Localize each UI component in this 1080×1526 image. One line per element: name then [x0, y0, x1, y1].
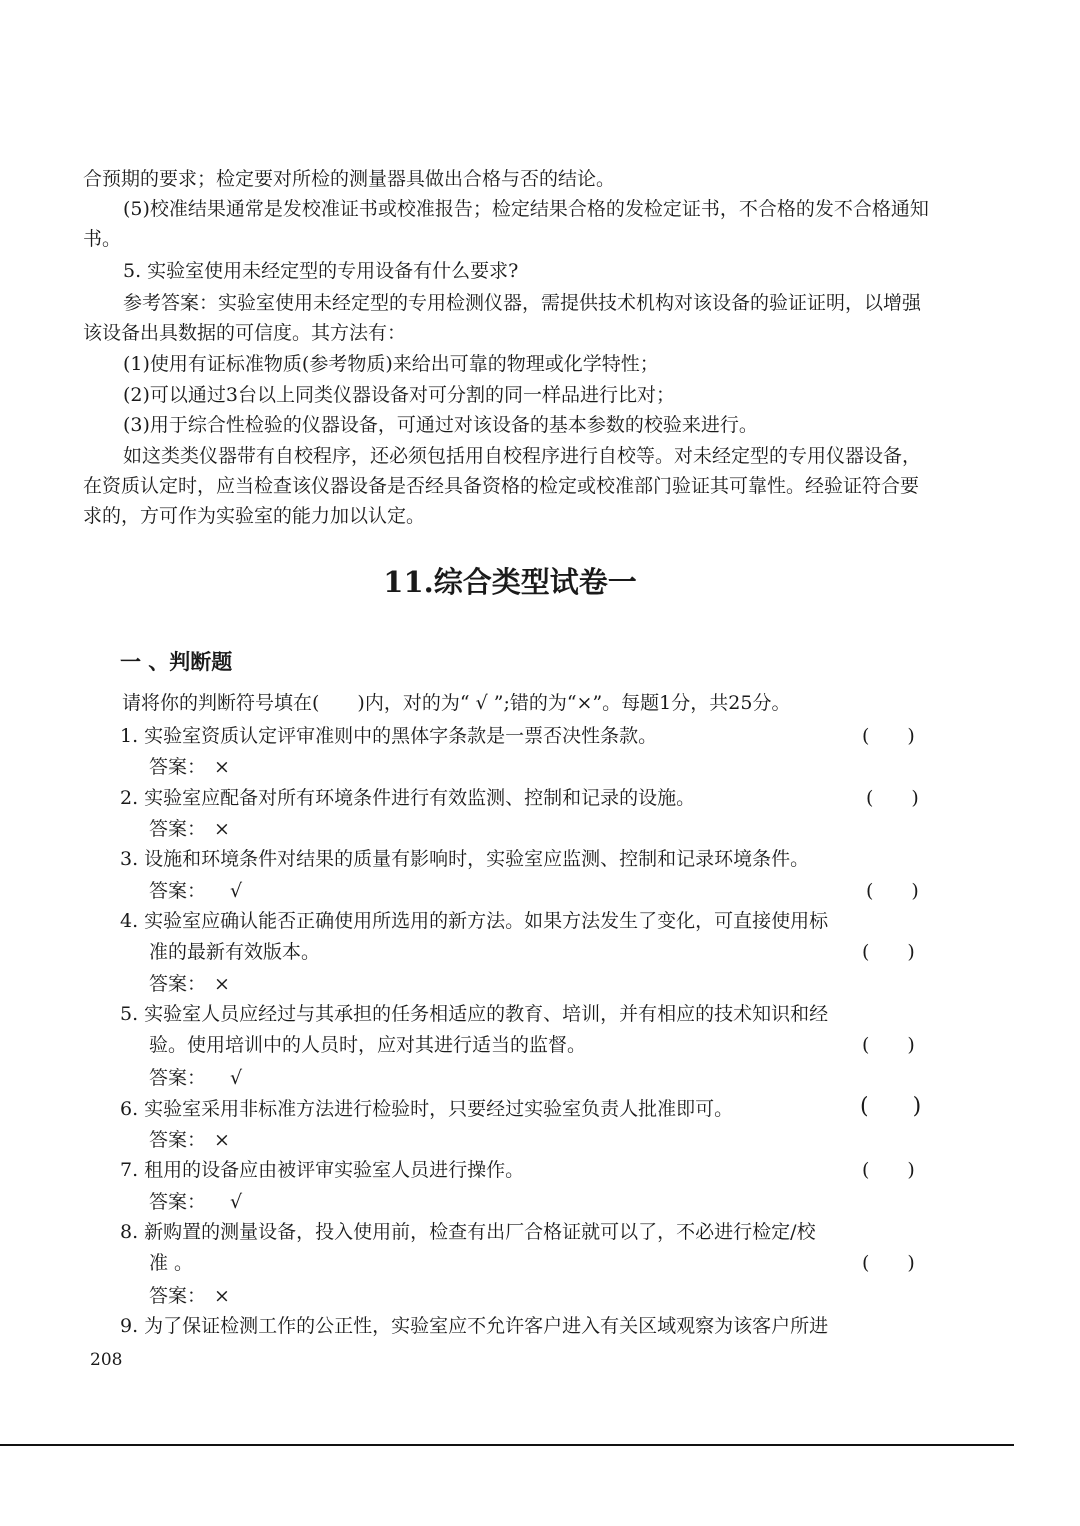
answer-blank-6: ( ) [860, 1094, 922, 1119]
paragraph-continuation: 合预期的要求；检定要对所检的测量器具做出合格与否的结论。 [83, 168, 616, 190]
page-number: 208 [90, 1350, 123, 1370]
answer-1: 答案： × [149, 756, 230, 778]
answer-blank-1: ( ) [862, 725, 915, 747]
question-3: 3. 设施和环境条件对结果的质量有影响时，实验室应监测、控制和记录环境条件。 [120, 848, 810, 870]
section-heading: 一 、判断题 [120, 649, 233, 674]
closing-paragraph: 如这类类仪器带有自校程序，还必须包括用自校程序进行自校等。对未经定型的专用仪器设备，在资质认定时，应当检查该仪器设备是否经具备资格的检定或校准部门验证其可靠性。经验证符合要求的，方可作为实验室的能力加以认定。 [83, 445, 922, 527]
answer-7: 答案： √ [149, 1191, 243, 1213]
question-6: 6. 实验室采用非标准方法进行检验时，只要经过实验室负责人批准即可。 [120, 1098, 734, 1120]
answer-blank-5: ( ) [862, 1034, 915, 1056]
answer-5: 答案： √ [149, 1067, 243, 1089]
answer-blank-3: ( ) [866, 880, 919, 902]
question-9: 9. 为了保证检测工作的公正性，实验室应不允许客户进入有关区域观察为该客户所进 [120, 1315, 829, 1337]
answer-3: 答案： √ [149, 880, 243, 902]
answer-8: 答案： × [149, 1285, 230, 1307]
exam-title: 11.综合类型试卷一 [383, 565, 637, 599]
question-2: 2. 实验室应配备对所有环境条件进行有效监测、控制和记录的设施。 [120, 787, 696, 809]
question-4: 4. 实验室应确认能否正确使用所选用的新方法。如果方法发生了变化，可直接使用标 准的最新有效版本。 [120, 910, 829, 963]
answer-blank-7: ( ) [862, 1159, 915, 1181]
answer-blank-2: ( ) [866, 787, 919, 809]
question-5: 5. 实验室人员应经过与其承担的任务相适应的教育、培训，并有相应的技术知识和经 验。使用培训中的人员时，应对其进行适当的监督。 [120, 1003, 829, 1056]
method-item-2: (2)可以通过3台以上同类仪器设备对可分割的同一样品进行比对； [123, 384, 676, 406]
footer-rule [0, 1444, 1014, 1446]
question-1: 1. 实验室资质认定评审准则中的黑体字条款是一票否决性条款。 [120, 725, 658, 747]
instruction-text: 请将你的判断符号填在( )内，对的为“ √ ”;错的为“×”。每题1分，共25分。 [122, 692, 791, 714]
paragraph-item-5: (5)校准结果通常是发校准证书或校准报告；检定结果合格的发检定证书，不合格的发不合格通知书。 [83, 198, 929, 250]
method-item-3: (3)用于综合性检验的仪器设备，可通过对该设备的基本参数的校验来进行。 [123, 414, 758, 436]
question-8: 8. 新购置的测量设备，投入使用前，检查有出厂合格证就可以了，不必进行检定/校 准 。 [120, 1221, 816, 1274]
answer-blank-4: ( ) [862, 941, 915, 963]
answer-6: 答案： × [149, 1129, 230, 1151]
answer-2: 答案： × [149, 818, 230, 840]
question-heading-5: 5. 实验室使用未经定型的专用设备有什么要求? [123, 260, 519, 282]
reference-answer: 参考答案：实验室使用未经定型的专用检测仪器，需提供技术机构对该设备的验证证明，以增强该设备出具数据的可信度。其方法有： [83, 292, 922, 344]
method-item-1: (1)使用有证标准物质(参考物质)来给出可靠的物理或化学特性； [123, 353, 659, 375]
question-7: 7. 租用的设备应由被评审实验室人员进行操作。 [120, 1159, 525, 1181]
answer-4: 答案： × [149, 973, 230, 995]
answer-blank-8: ( ) [862, 1252, 915, 1274]
